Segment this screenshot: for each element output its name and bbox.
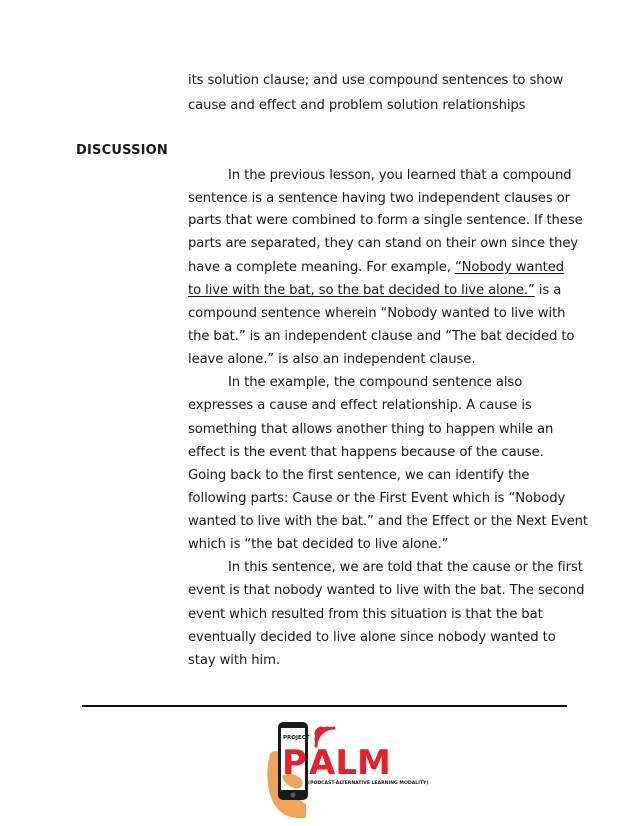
p1-line: parts that were combined to form a single sentence. If these bbox=[188, 213, 583, 228]
p3-line: event is that nobody wanted to live with the bat. The second bbox=[188, 583, 585, 598]
intro-line-1: its solution clause; and use compound sentences to show bbox=[188, 73, 564, 88]
footer-divider bbox=[82, 705, 567, 707]
logo-project-label: PROJECT bbox=[283, 735, 310, 741]
intro-line-2: cause and effect and problem solution relationships bbox=[188, 98, 526, 113]
p2-line: which is “the bat decided to live alone.” bbox=[188, 537, 449, 552]
logo-letters-alm: ALM bbox=[309, 743, 391, 783]
section-heading: DISCUSSION bbox=[76, 143, 168, 158]
p1-line: leave alone.” is also an independent clause. bbox=[188, 352, 476, 367]
p1-line: the bat.” is an independent clause and “The bat decided to bbox=[188, 329, 575, 344]
p1-line: compound sentence wherein “Nobody wanted to live with bbox=[188, 306, 566, 321]
p3-line: eventually decided to live alone since nobody wanted to bbox=[188, 630, 556, 645]
p3-line: stay with him. bbox=[188, 653, 280, 668]
p3-line: In this sentence, we are told that the cause or the first bbox=[228, 560, 583, 575]
p2-line: following parts: Cause or the First Event which is “Nobody bbox=[188, 491, 566, 506]
p1-line bbox=[188, 281, 561, 301]
text: have a complete meaning. For example, bbox=[188, 260, 455, 275]
p1-line: parts are separated, they can stand on their own since they bbox=[188, 236, 579, 251]
text: is a bbox=[534, 283, 562, 298]
p2-line: effect is the event that happens because of the cause. bbox=[188, 445, 544, 460]
p3-line: event which resulted from this situation is that the bat bbox=[188, 607, 543, 622]
p1-line: sentence is a sentence having two independent clauses or bbox=[188, 191, 570, 206]
example-sentence-underlined: to live with the bat, so the bat decided to live alone.” bbox=[188, 283, 535, 298]
logo-tagline: (PODCAST-ALTERNATIVE LEARNING MODALITY) bbox=[308, 781, 429, 786]
logo-letter-p: P bbox=[282, 743, 307, 783]
p1-line bbox=[188, 258, 564, 278]
p2-line: something that allows another thing to happen while an bbox=[188, 422, 554, 437]
example-sentence-underlined: “Nobody wanted bbox=[454, 260, 564, 275]
project-palm-logo bbox=[262, 714, 429, 818]
p2-line: expresses a cause and effect relationship. A cause is bbox=[188, 398, 532, 413]
p2-line: Going back to the first sentence, we can identify the bbox=[188, 468, 530, 483]
p1-line: In the previous lesson, you learned that a compound bbox=[228, 168, 572, 183]
p2-line: wanted to live with the bat.” and the Effect or the Next Event bbox=[188, 514, 588, 529]
p2-line: In the example, the compound sentence also bbox=[228, 375, 523, 390]
